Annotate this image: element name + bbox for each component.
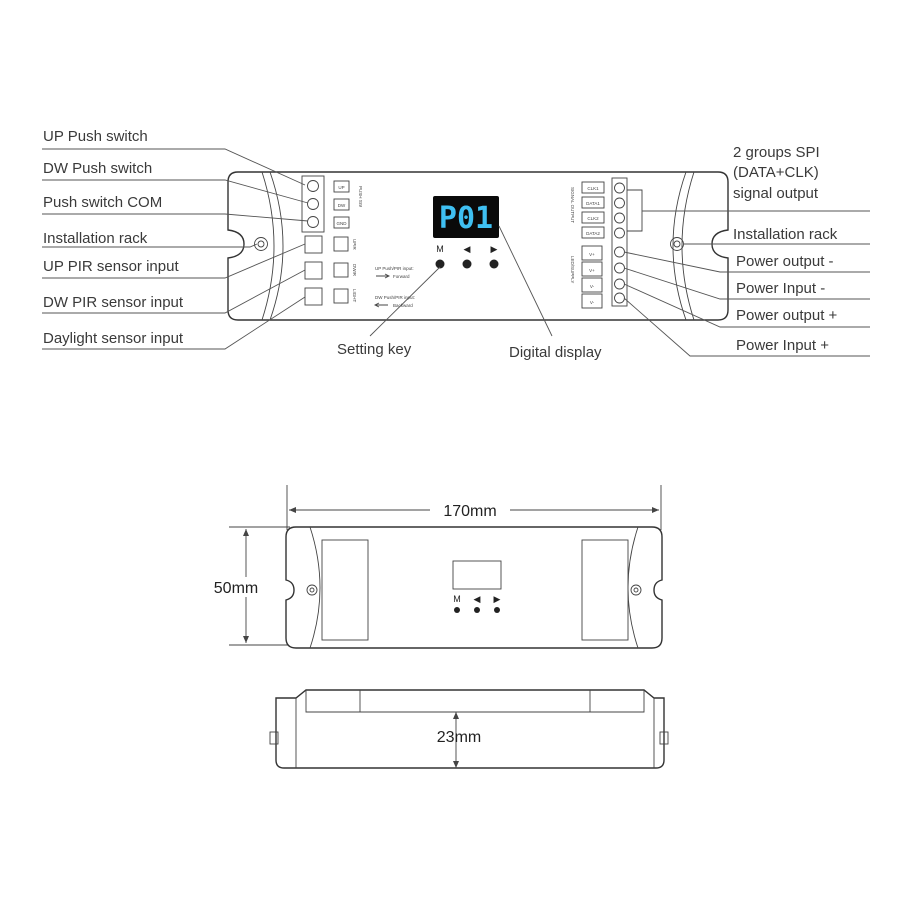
note-dw-input: DW Push/PIR input:	[375, 295, 416, 300]
dim-width: 50mm	[213, 580, 259, 597]
dim-length: 170mm	[443, 503, 497, 520]
callout-power-input-minus: Power Input -	[736, 280, 826, 297]
dim-height: 23mm	[436, 729, 482, 746]
label-signal-output: SIGNAL OUTPUT	[570, 187, 575, 224]
callout-installation-rack-left: Installation rack	[43, 230, 148, 247]
note-up-input: UP Push/PIR input:	[375, 266, 414, 271]
device-side-view	[270, 690, 668, 768]
button-left-label: ◀	[463, 244, 471, 254]
label-vplus-1: V+	[589, 252, 595, 257]
callout-up-push-switch: UP Push switch	[43, 128, 148, 145]
label-data2: DATA2	[586, 231, 600, 236]
label-upir: UPIR	[352, 239, 357, 250]
button-right[interactable]	[490, 260, 499, 269]
callout-spi-line3: signal output	[733, 185, 819, 202]
device-front-view	[205, 485, 662, 648]
display-readout: P01	[438, 201, 494, 236]
label-light: LIGHT	[352, 289, 357, 303]
label-dwir: DWIR	[352, 264, 357, 276]
front-button-right-label: ▶	[493, 594, 501, 604]
callout-setting-key: Setting key	[337, 341, 412, 358]
button-m-label: M	[436, 244, 444, 254]
button-left[interactable]	[463, 260, 472, 269]
note-up-forward: Forward	[393, 274, 410, 279]
label-led-supply: LED/SUPPLY	[570, 256, 575, 284]
note-dw-backward: Backward	[393, 303, 413, 308]
label-gnd: GND	[336, 221, 347, 226]
front-button-left-label: ◀	[473, 594, 481, 604]
callout-spi-line2: (DATA+CLK)	[733, 164, 819, 181]
label-vplus-2: V+	[589, 268, 595, 273]
callout-dw-pir-sensor: DW PIR sensor input	[43, 294, 184, 311]
label-push-sw: PUSH SW	[358, 186, 363, 208]
label-vminus-1: V-	[589, 284, 595, 289]
label-data1: DATA1	[586, 201, 600, 206]
callout-spi-line1: 2 groups SPI	[733, 144, 820, 161]
labels-left	[43, 128, 184, 347]
callout-digital-display: Digital display	[509, 344, 602, 361]
callout-power-output-minus: Power output -	[736, 253, 834, 270]
callout-power-input-plus: Power Input +	[736, 337, 829, 354]
front-button-m-label: M	[453, 594, 461, 604]
callout-up-pir-sensor: UP PIR sensor input	[43, 258, 179, 275]
callout-dw-push-switch: DW Push switch	[43, 160, 153, 177]
label-vminus-2: V-	[589, 300, 595, 305]
label-dw: DW	[337, 203, 346, 208]
callout-installation-rack-right: Installation rack	[733, 226, 838, 243]
label-clk1: CLK1	[587, 186, 599, 191]
label-clk2: CLK2	[587, 216, 599, 221]
callout-push-switch-com: Push switch COM	[43, 194, 163, 211]
label-up: UP	[338, 185, 345, 190]
callout-power-output-plus: Power output +	[736, 307, 838, 324]
labels-right	[733, 144, 838, 354]
button-right-label: ▶	[490, 244, 498, 254]
callout-daylight-sensor: Daylight sensor input	[43, 330, 184, 347]
